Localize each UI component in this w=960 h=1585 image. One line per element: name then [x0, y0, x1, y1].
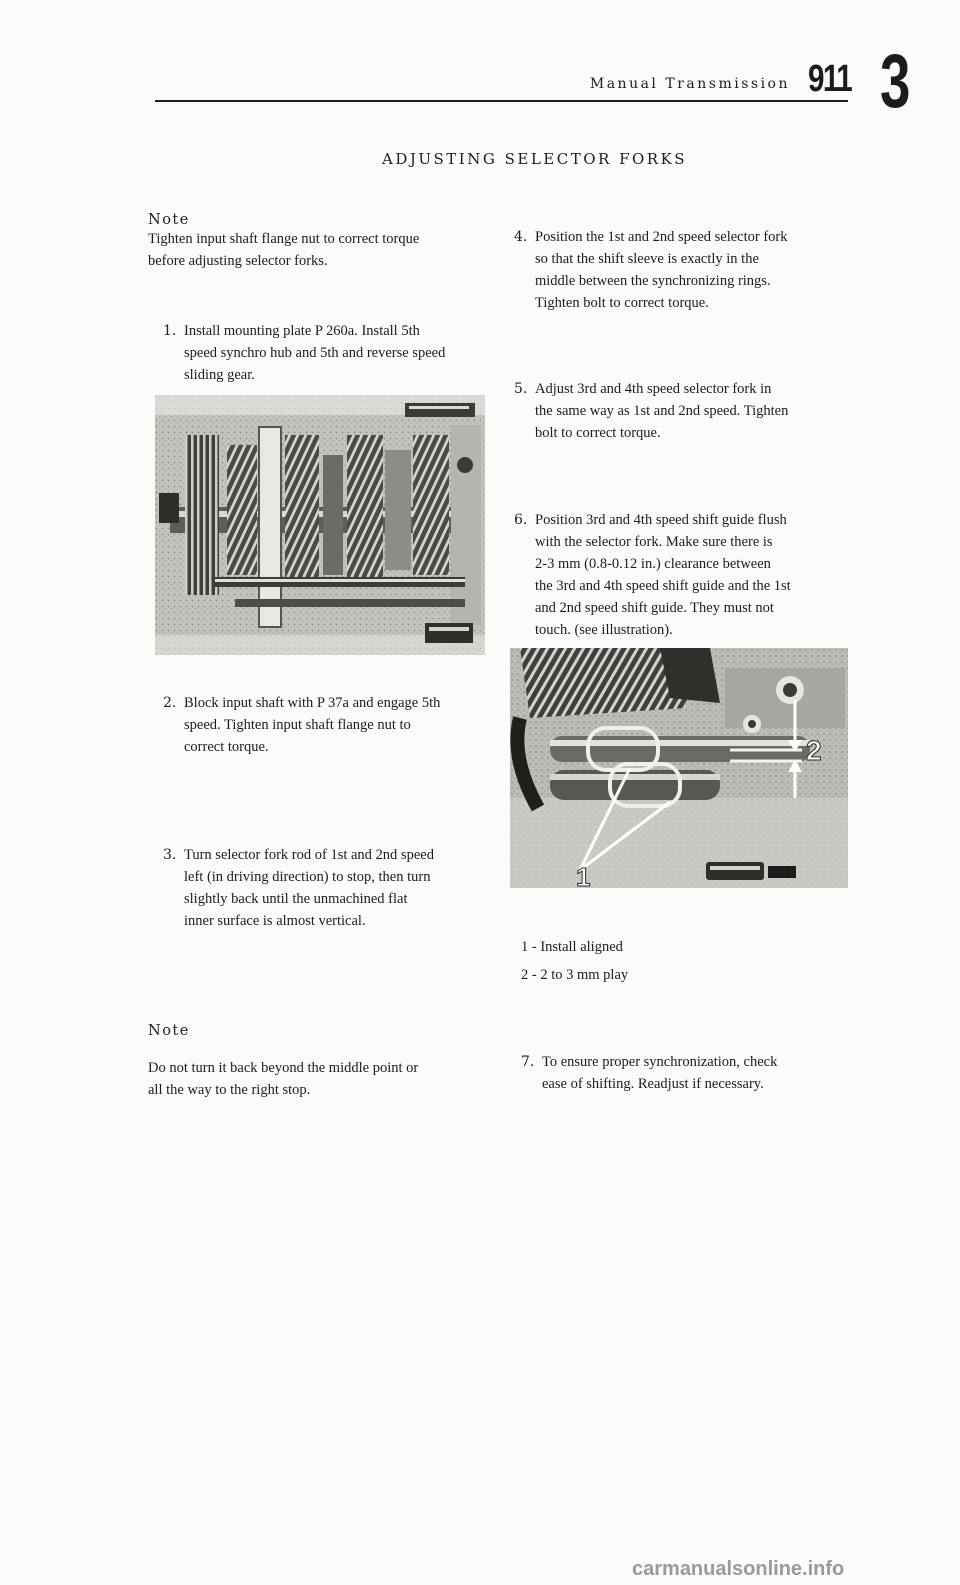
step-6	[514, 509, 854, 641]
note2-label: Note	[148, 1023, 190, 1039]
step-5	[514, 378, 854, 444]
step-line: with the selector fork. Make sure there is	[535, 534, 773, 550]
step-line: speed. Tighten input shaft flange nut to	[184, 717, 411, 733]
step-7	[521, 1051, 861, 1095]
note-line: Do not turn it back beyond the middle point or	[148, 1060, 419, 1076]
caption-line: 2 - 2 to 3 mm play	[521, 967, 629, 983]
step-2	[163, 692, 483, 758]
figure-captions	[521, 936, 628, 986]
step-line: Turn selector fork rod of 1st and 2nd speed	[184, 847, 434, 863]
step-line: correct torque.	[184, 739, 269, 755]
step-1	[163, 320, 483, 386]
step-number: 6.	[514, 512, 528, 528]
note-label: Note	[148, 212, 190, 228]
caption-line: 1 - Install aligned	[521, 939, 623, 955]
gear-cluster-photo	[155, 395, 485, 655]
step-line: Position the 1st and 2nd speed selector fork	[535, 229, 788, 245]
step-line: speed synchro hub and 5th and reverse speed	[184, 345, 446, 361]
step-line: left (in driving direction) to stop, then turn	[184, 869, 431, 885]
step-line: Install mounting plate P 260a. Install 5th	[184, 323, 420, 339]
page-heading: ADJUSTING SELECTOR FORKS	[382, 150, 688, 168]
model-number: 911	[808, 58, 852, 100]
step-number: 4.	[514, 229, 528, 245]
step-line: 2-3 mm (0.8-0.12 in.) clearance between	[535, 556, 771, 572]
step-line: inner surface is almost vertical.	[184, 913, 366, 929]
step-line: slightly back until the unmachined flat	[184, 891, 408, 907]
step-line: ease of shifting. Readjust if necessary.	[542, 1076, 764, 1092]
step-line: and 2nd speed shift guide. They must not	[535, 600, 774, 616]
step-4	[514, 226, 854, 314]
step-line: bolt to correct torque.	[535, 425, 661, 441]
step-number: 1.	[163, 323, 177, 339]
step-line: the 3rd and 4th speed shift guide and the 1st	[535, 578, 791, 594]
step-line: touch. (see illustration).	[535, 622, 673, 638]
step-3	[163, 844, 483, 932]
step-line: so that the shift sleeve is exactly in the	[535, 251, 759, 267]
step-line: Position 3rd and 4th speed shift guide flush	[535, 512, 787, 528]
note-text	[148, 228, 419, 272]
step-number: 7.	[521, 1054, 535, 1070]
step-line: To ensure proper synchronization, check	[542, 1054, 778, 1070]
step-number: 3.	[163, 847, 177, 863]
callout-2: 2	[806, 735, 822, 766]
section-title: Manual Transmission	[589, 76, 790, 92]
step-number: 5.	[514, 381, 528, 397]
selector-fork-illustration	[510, 648, 848, 888]
step-line: middle between the synchronizing rings.	[535, 273, 771, 289]
step-number: 2.	[163, 695, 177, 711]
header-rule	[155, 100, 848, 102]
step-line: Tighten bolt to correct torque.	[535, 295, 709, 311]
watermark: carmanualsonline.info	[632, 1558, 845, 1580]
note-line: Tighten input shaft flange nut to correct torque	[148, 231, 420, 247]
chapter-number: 3	[880, 39, 911, 124]
note-line: all the way to the right stop.	[148, 1082, 311, 1098]
step-line: the same way as 1st and 2nd speed. Tighten	[535, 403, 789, 419]
note-line: before adjusting selector forks.	[148, 253, 328, 269]
gear-cluster-illustration	[155, 395, 485, 655]
step-line: Adjust 3rd and 4th speed selector fork in	[535, 381, 772, 397]
selector-fork-photo	[510, 648, 848, 888]
note2-text	[148, 1057, 418, 1101]
step-line: Block input shaft with P 37a and engage 5th	[184, 695, 441, 711]
callout-1: 1	[576, 862, 591, 888]
step-line: sliding gear.	[184, 367, 255, 383]
